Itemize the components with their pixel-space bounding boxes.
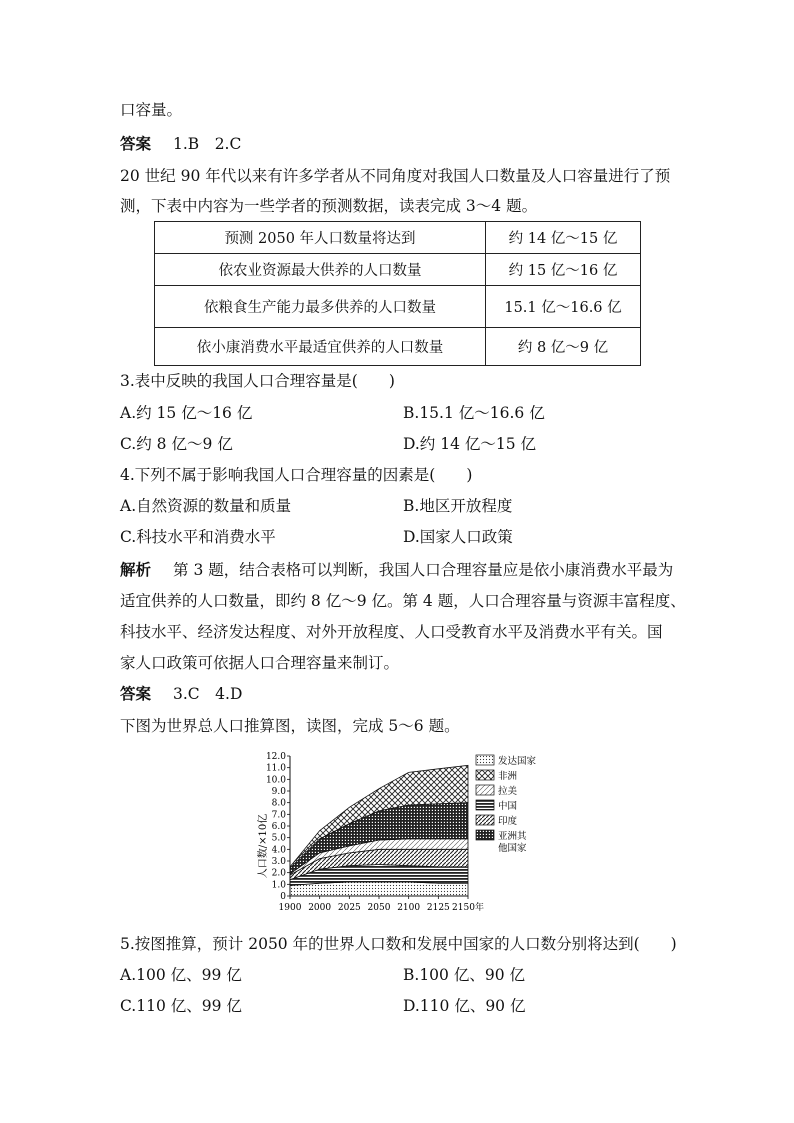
table-cell-label: 依粮食生产能力最多供养的人口数量 <box>155 286 486 328</box>
x-tick-label: 2025 <box>337 903 361 913</box>
y-tick-label: 5.0 <box>271 833 286 844</box>
table-cell-label: 依农业资源最大供养的人口数量 <box>155 254 486 286</box>
table-row <box>155 286 641 328</box>
y-tick-label: 12.0 <box>265 752 286 762</box>
legend-label: 发达国家 <box>498 756 537 767</box>
answer-line-2 <box>120 684 242 704</box>
prediction-table <box>154 221 641 366</box>
x-tick-label: 2100 <box>397 903 421 913</box>
y-tick-label: 10.0 <box>265 775 286 786</box>
y-tick-label: 0 <box>280 892 286 902</box>
x-tick-label: 2050 <box>367 903 391 913</box>
legend-label: 中国 <box>498 801 518 812</box>
q4-option-c[interactable]: C.科技水平和消费水平 <box>120 528 276 546</box>
table-cell-label: 依小康消费水平最适宜供养的人口数量 <box>155 328 486 366</box>
area-series-发达国家 <box>290 882 468 896</box>
answer-text-2: 3.C 4.D <box>173 685 243 703</box>
q4-option-d[interactable]: D.国家人口政策 <box>403 528 513 546</box>
population-chart <box>254 746 544 918</box>
y-tick-label: 7.0 <box>271 810 286 821</box>
legend-label: 亚洲其 <box>498 831 527 842</box>
y-tick-label: 2.0 <box>271 868 286 879</box>
table-cell-value: 约 8 亿～9 亿 <box>486 328 641 366</box>
q5-option-c[interactable]: C.110 亿、99 亿 <box>120 997 242 1015</box>
passage-line-2: 测，下表中内容为一些学者的预测数据，读表完成 3～4 题。 <box>120 197 538 215</box>
analysis-line-4: 家人口政策可依据人口合理容量来制订。 <box>120 654 400 672</box>
legend-label: 印度 <box>498 816 518 827</box>
y-axis-label: 人口数/×10亿 <box>258 813 269 879</box>
legend-label: 拉美 <box>498 786 518 797</box>
answer-text-1: 1.B 2.C <box>173 135 242 153</box>
legend-swatch <box>476 755 494 765</box>
q5-option-b[interactable]: B.100 亿、90 亿 <box>403 966 525 984</box>
q4-option-b[interactable]: B.地区开放程度 <box>403 497 513 515</box>
table-cell-label: 预测 2050 年人口数量将达到 <box>155 222 486 254</box>
q3-option-b[interactable]: B.15.1 亿～16.6 亿 <box>403 404 545 422</box>
legend-label: 他国家 <box>498 843 527 854</box>
y-tick-label: 1.0 <box>271 880 286 891</box>
x-tick-label: 2000 <box>308 903 332 913</box>
table-cell-value: 约 14 亿～15 亿 <box>486 222 641 254</box>
legend-swatch <box>476 830 494 840</box>
analysis-text-1: 第 3 题，结合表格可以判断，我国人口合理容量应是依小康消费水平最为 <box>173 561 674 579</box>
q4-stem: 4.下列不属于影响我国人口合理容量的因素是( ) <box>120 466 473 484</box>
x-tick-label: 1900 <box>278 903 302 913</box>
analysis-line-2: 适宜供养的人口数量，即约 8 亿～9 亿。第 4 题，人口合理容量与资源丰富程度、 <box>120 592 686 610</box>
table-cell-value: 15.1 亿～16.6 亿 <box>486 286 641 328</box>
q3-option-d[interactable]: D.约 14 亿～15 亿 <box>403 435 537 453</box>
legend-swatch <box>476 785 494 795</box>
passage-line-1: 20 世纪 90 年代以来有许多学者从不同角度对我国人口数量及人口容量进行了预 <box>120 167 671 185</box>
table-cell-value: 约 15 亿～16 亿 <box>486 254 641 286</box>
y-tick-label: 4.0 <box>271 845 286 856</box>
x-tick-label: 2125 <box>426 903 450 913</box>
q5-option-d[interactable]: D.110 亿、90 亿 <box>403 997 526 1015</box>
y-tick-label: 6.0 <box>271 822 286 832</box>
table-row <box>155 328 641 366</box>
x-tick-label: 2150年 <box>452 903 484 913</box>
y-tick-label: 3.0 <box>271 857 286 867</box>
table-row <box>155 222 641 254</box>
answer-label: 答案 <box>120 685 152 703</box>
legend-swatch <box>476 815 494 825</box>
intro-tail: 口容量。 <box>120 101 183 119</box>
q4-option-a[interactable]: A.自然资源的数量和质量 <box>120 497 292 515</box>
y-tick-label: 8.0 <box>271 798 286 809</box>
legend-label: 非洲 <box>498 771 518 782</box>
legend-swatch <box>476 800 494 810</box>
q3-option-a[interactable]: A.约 15 亿～16 亿 <box>120 404 253 422</box>
answer-label: 答案 <box>120 135 152 153</box>
q3-stem: 3.表中反映的我国人口合理容量是( ) <box>120 372 395 390</box>
y-tick-label: 9.0 <box>271 787 286 797</box>
answer-line-1 <box>120 134 241 154</box>
analysis-label: 解析 <box>120 561 152 579</box>
table-row <box>155 254 641 286</box>
chart-intro: 下图为世界总人口推算图，读图，完成 5～6 题。 <box>120 717 460 735</box>
q5-stem: 5.按图推算，预计 2050 年的世界人口数和发展中国家的人口数分别将达到( ) <box>120 935 677 953</box>
analysis-line-3: 科技水平、经济发达程度、对外开放程度、人口受教育水平及消费水平有关。国 <box>120 623 663 641</box>
analysis-line-1 <box>120 560 673 580</box>
y-tick-label: 11.0 <box>265 763 286 774</box>
q5-option-a[interactable]: A.100 亿、99 亿 <box>120 966 242 984</box>
q3-option-c[interactable]: C.约 8 亿～9 亿 <box>120 435 233 453</box>
legend-swatch <box>476 770 494 780</box>
